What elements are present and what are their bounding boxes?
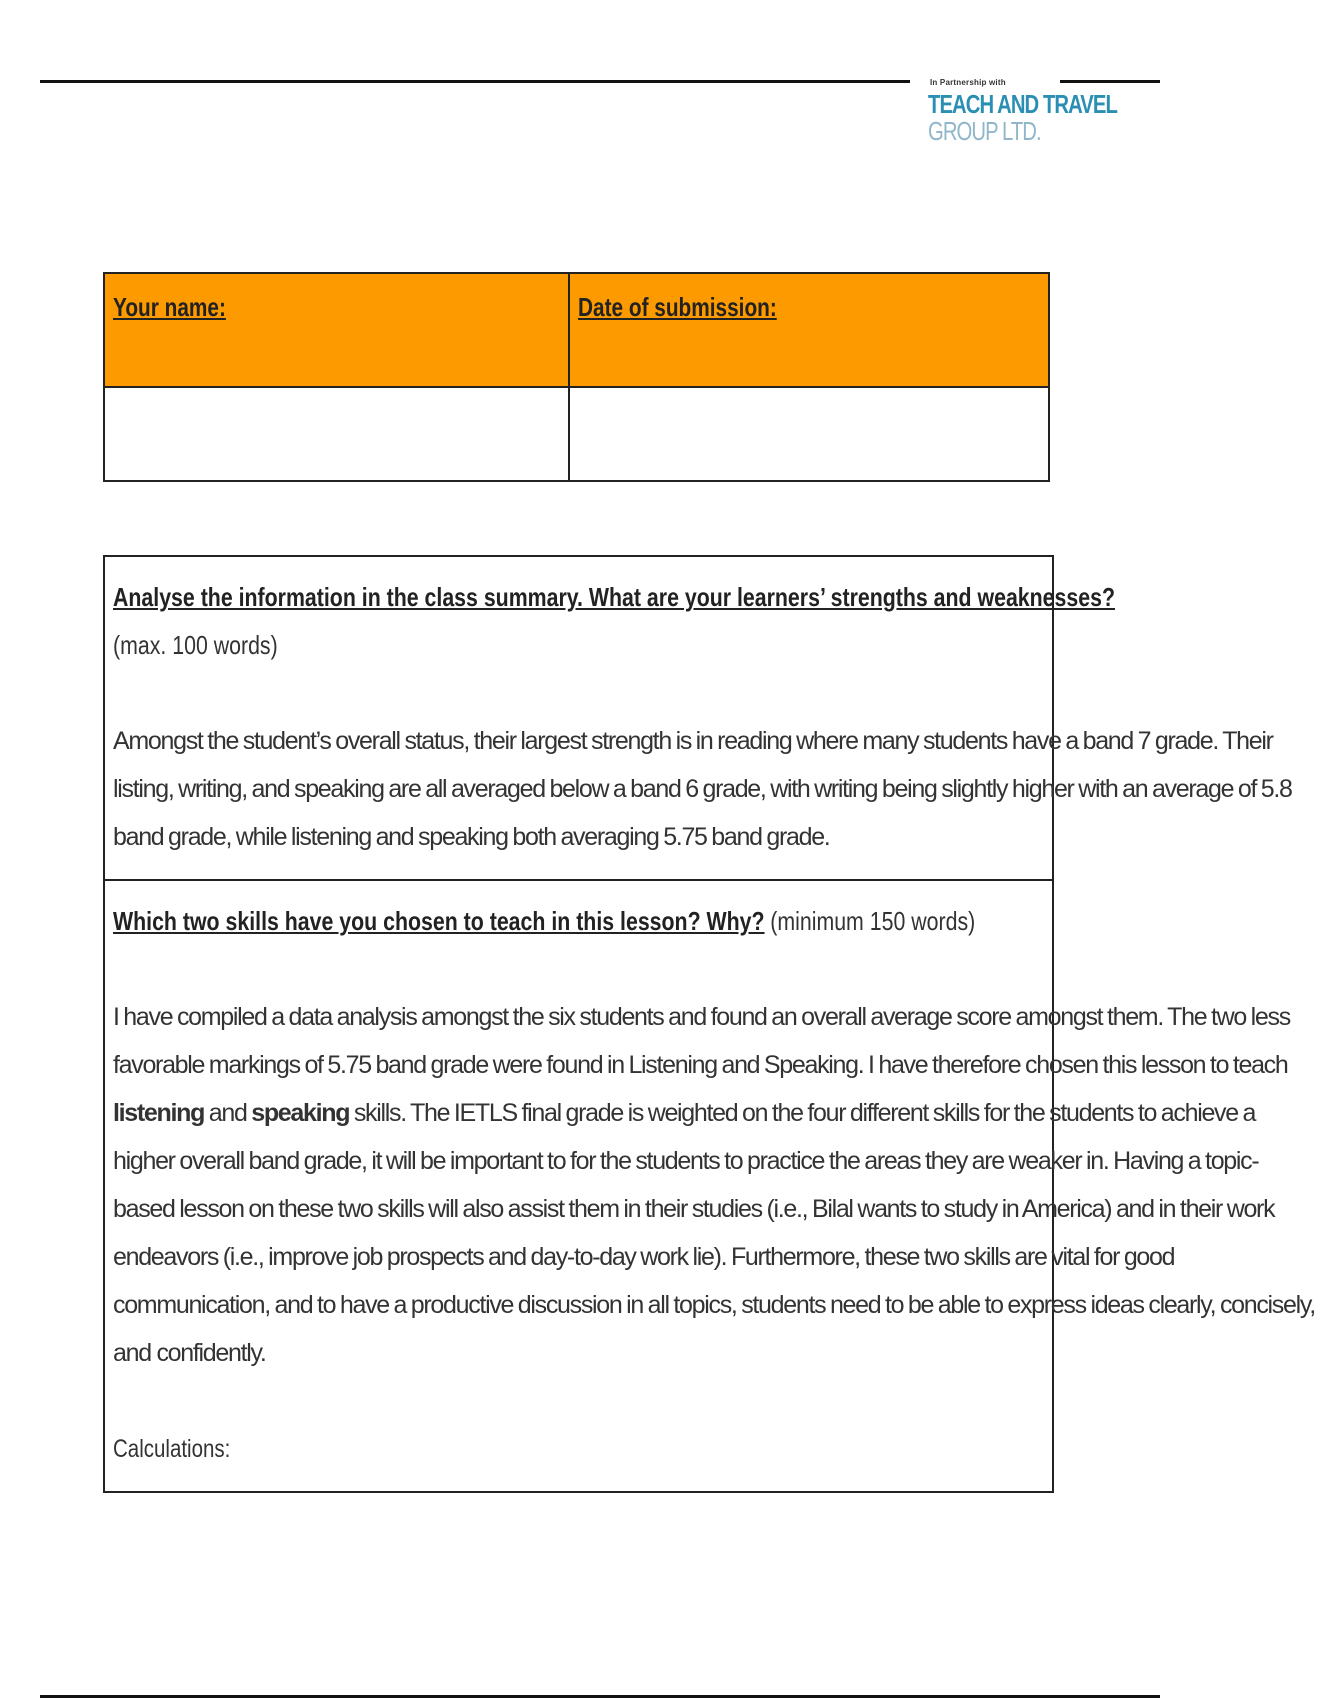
student-info-table	[103, 272, 1050, 482]
answer-line: listening and speaking skills. The IETLS final grade is weighted on the four different skills for the students to achieve a	[113, 1099, 1256, 1127]
answer-line: Amongst the student’s overall status, their largest strength is in reading where many students have a band 7 grade. Their	[113, 727, 1273, 755]
answer-line: endeavors (i.e., improve job prospects and day-to-day work lie). Furthermore, these two skills are vital for good	[113, 1243, 1175, 1271]
logo-partnership-text: In Partnership with	[930, 78, 1006, 87]
logo-line-1: TEACH AND TRAVEL	[928, 89, 1117, 119]
skills-answer	[113, 993, 1315, 1377]
answer-line: higher overall band grade, it will be important to for the students to practice the areas they are weaker in. Having a topic-	[113, 1147, 1259, 1175]
bottom-rule	[40, 1695, 1160, 1698]
logo-line-2: GROUP LTD.	[928, 116, 1041, 146]
skill-speaking: speaking	[251, 1099, 350, 1127]
skill-listening: listening	[113, 1099, 205, 1127]
answer-line: and confidently.	[113, 1339, 266, 1367]
strengths-word-limit: (max. 100 words)	[113, 630, 278, 660]
answer-line: I have compiled a data analysis amongst the six students and found an overall average score amongst them. The two less	[113, 1003, 1290, 1031]
name-header-cell	[104, 273, 569, 387]
date-label: Date of submission:	[578, 292, 777, 322]
answer-line: communication, and to have a productive discussion in all topics, students need to be able to express ideas clearly, concisely,	[113, 1291, 1315, 1319]
name-label: Your name:	[113, 292, 226, 322]
strengths-section	[105, 557, 1292, 879]
question-table	[103, 555, 1315, 1493]
answer-line: band grade, while listening and speaking both averaging 5.75 band grade.	[113, 823, 830, 851]
date-value-cell[interactable]	[569, 387, 1049, 481]
top-rule-left	[40, 80, 910, 83]
strengths-answer	[113, 717, 1292, 861]
strengths-question: Analyse the information in the class summary. What are your learners’ strengths and weaknesses?	[113, 582, 1115, 612]
skills-question: Which two skills have you chosen to teach in this lesson? Why?	[113, 906, 765, 936]
skills-section	[105, 879, 1315, 1491]
partner-logo	[928, 78, 1117, 146]
answer-line: favorable markings of 5.75 band grade were found in Listening and Speaking. I have therefore chosen this lesson to teach	[113, 1051, 1288, 1079]
top-rule-right	[1060, 80, 1160, 83]
calculations-label: Calculations:	[113, 1435, 231, 1463]
name-value-cell[interactable]	[104, 387, 569, 481]
date-header-cell	[569, 273, 1049, 387]
answer-line: based lesson on these two skills will also assist them in their studies (i.e., Bilal wants to study in America) and in their work	[113, 1195, 1275, 1223]
answer-line: listing, writing, and speaking are all averaged below a band 6 grade, with writing being slightly higher with an average of 5.8	[113, 775, 1292, 803]
skills-word-limit: (minimum 150 words)	[770, 906, 976, 936]
